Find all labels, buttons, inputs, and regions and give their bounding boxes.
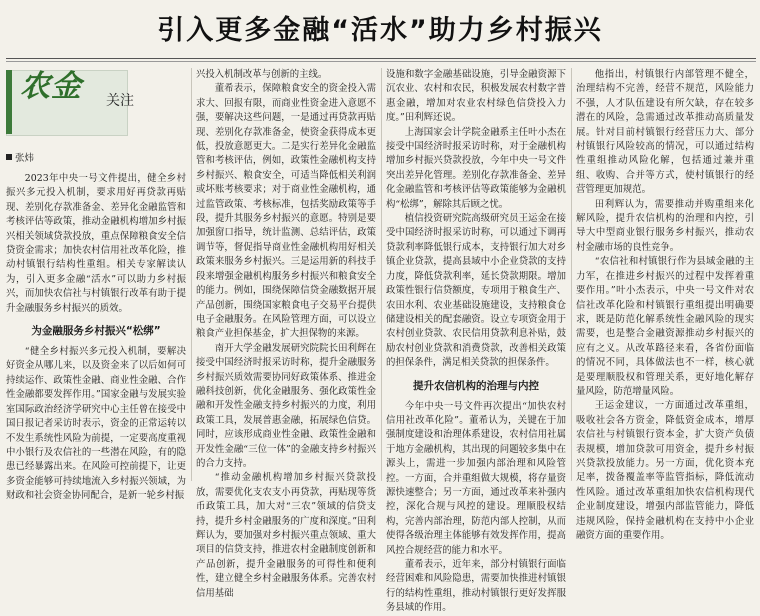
- paragraph: “推动金融机构增加乡村振兴贷款投放，需要优化支农支小再贷款，再贴现等货币政策工具，加大对“三农”领域的信贷支持，提升乡村金融服务的广度和深度。”田利辉认为，要加强对乡村振兴重点领域、重大项目的信贷支持，推进农村金融制度创新和产品创新，提升金融服务的可得性和便利性，建立健全乡村金融服务体系。完善农村信用基础: [196, 472, 376, 599]
- paragraph: 王运金建议，一方面通过改革重组，吸收社会各方资金，降低资金成本，增厚农信社与村镇银行资本金，扩大资产负债表规模，增加贷款可用资金，提升乡村振兴贷款投放能力。另一方面，优化资本充足率，拨备覆盖率等监管指标，降低流动性风险。通过改革重组加快农信机构现代企业制度建设，增强内部监管能力，降低违规风险，保持金融机构在支持中小企业融资方面的重要作用。: [576, 400, 754, 541]
- paragraph: 2023年中央一号文件提出，健全乡村振兴多元投入机制，要求用好再贷款再贴现、差别化存款准备金、差异化金融监管和考核评估等政策，推动金融机构增加乡村振兴相关领域贷款投放，重点保障粮食安全信贷资金需求；加快农村信用社改革化险，推动村镇银行结构性重组。相关专家解读认为，引入更多金融“活水”可以助力乡村振兴，而加快农信社与村镇银行改革有助于提升金融服务乡村振兴的质效。: [6, 173, 186, 314]
- paragraph: “健全乡村振兴多元投入机制，要解决好资金从哪儿来，以及资金来了以后如何可持续运作、政策性金融、商业性金融、合作性金融都要发挥作用。”国家金融与发展实验室国际政治经济学研究中心主任曾在接受中国日报记者采访时表示，资金的正常运转以不发生系统性风险为前提，一定要高度重视中小银行及农信社的一些潜在风险，有的隐患已经暴露出来。在风险可控前提下，让更多资金能够可持续地流入乡村振兴领域，为财政和社会资金协同配合，是新一轮乡村振: [6, 346, 186, 502]
- byline: [6, 152, 186, 166]
- column-divider: [191, 68, 192, 481]
- subheading: 为金融服务乡村振兴“松绑”: [31, 325, 161, 338]
- byline-author: 张炜: [15, 153, 35, 164]
- section-badge-main: 农金: [20, 69, 82, 104]
- paragraph: 植信投资研究院高级研究员王运金在接受中国经济时报采访时称，可以通过下调再贷款利率降低银行成本，支持银行加大对乡镇企业贷款，提高县域中小企业贷款的支持力度，降低贷款利率，延长贷款期限。增加政策性银行信贷额度，专项用于粮食生产、农田水利、农业基础设施建设，支持粮食仓储建设相关的配套融资。设立专项资金用于农村创业贷款、农民信用贷款利息补贴，鼓励农村创业贷款和消费贷款，改善相关政策的担保条件，满足相关贷款的担保条件。: [386, 213, 566, 369]
- paragraph: 董希表示，保障粮食安全的资金投入需求大、回报有限，而商业性资金进入意愿不强，要解决这些问题，一是通过再贷款再贴现、差别化存款准备金，使资金获得成本更低，投放意愿更大。二是实行差异化金融监管和考核评估，例如，政策性金融机构支持乡村振兴、粮食安全，可适当降低相关利润或坏账考核要求；对于商业性金融机构，通过监管政策、考核标准，包括奖励政策等手段，提升其服务乡村振兴的意愿。特别是要加强窗口指导，统计监测、总结评估，政策调节等，督促指导商业性金融机构用好相关政策来服务乡村振兴。三是运用新的科技手段来增强金融机构服务乡村振兴和粮食安全的能力。例如，围绕保障信贷金融数据开展产品创新，围绕国家粮食电子交易平台提供电子金融服务。在风险管理方面，可以设立粮食产业担保基金，扩大担保物的来源。: [196, 83, 376, 340]
- section-badge-suffix: 关注: [106, 93, 134, 109]
- article-column-1: [6, 68, 186, 502]
- paragraph: 董希表示，近年来，部分村镇银行面临经营困难和风险隐患，需要加快推进村镇银行的结构性重组，推动村镇银行更好发挥服务县域的作用。: [386, 559, 566, 614]
- headline-rule-thin: [6, 61, 756, 62]
- paragraph: 今年中央一号文件再次提出“加快农村信用社改革化险”。董希认为，关键在于加强制度建设和治理体系建设，农村信用社属于地方金融机构，其出现的问题较多集中在源头上，需进一步加强内部治理和风险管控。一方面，合并重组做大规模，将存量资源快速整合；另一方面，通过改革来补强内控，深化合规与风控的建设。理顺股权结构，完善内部治理，防范内部人控制，从而使得各级治理主体能够有效发挥作用，提高风控合规经营的能力和水平。: [386, 400, 566, 556]
- paragraph: 设施和数字金融基础设施，引导金融资源下沉农业、农村和农民，积极发展农村数字普惠金融，增加对农业农村绿色信贷投入力度。”田利辉还说。: [386, 69, 566, 124]
- paragraph: 南开大学金融发展研究院院长田利辉在接受中国经济时报采访时称，提升金融服务乡村振兴质效需要协同好政策体系、推进金融科技创新，优化金融服务、强化政策性金融和开发性金融支持乡村振兴的力度，利用政策工具，发展普惠金融，拓展绿色信贷。同时，应该形成商业性金融、政策性金融和开发性金融“三位一体”的金融支持乡村振兴的合力支持。: [196, 342, 376, 469]
- column-divider: [571, 68, 572, 481]
- byline-square-icon: [6, 154, 12, 160]
- paragraph: 兴投入机制改革与创新的主线。: [196, 69, 328, 80]
- headline-rule: [6, 58, 756, 59]
- article-column-4: [576, 68, 754, 541]
- section-badge: [6, 68, 186, 146]
- article-column-2: [196, 68, 376, 599]
- paragraph: 田利辉认为，需要推动并购重组来化解风险，提升农信机构的治理和内控，引导大中型商业银行服务乡村振兴，推动农村金融市场的良性竞争。: [576, 198, 754, 253]
- paragraph: 上海国家会计学院金融系主任叶小杰在接受中国经济时报采访时称，对于金融机构增加乡村振兴贷款投放，今年中央一号文件突出差异化管理。差别化存款准备金、差异化金融监管和考核评估等政策能够为金融机构“松绑”，解除其后顾之忧。: [386, 126, 566, 210]
- subheading: 提升农信机构的治理与内控: [413, 379, 539, 392]
- article-headline: 引入更多金融“活水”助力乡村振兴: [157, 15, 603, 46]
- column-divider: [381, 68, 382, 481]
- article-column-3: [386, 68, 566, 614]
- paragraph: “农信社和村镇银行作为县域金融的主力军，在推进乡村振兴的过程中发挥着重要作用。”叶小杰表示，中央一号文件对农信社改革化险和村镇银行重组提出明确要求，既是防范化解系统性金融风险的现实需要，也是整合金融资源推动乡村振兴的应有之义。从改革路径来看，各省份面临的情况不同，具体做法也不一样，核心就是要理顺股权和管理关系，更好地化解存量风险，防范增量风险。: [576, 256, 754, 397]
- paragraph: 他指出，村镇银行内部管理不健全，治理结构不完善，经营不规范，风险能力不强，人才队伍建设有所欠缺，存在较多潜在的风险，急需通过改革推动高质量发展。针对目前村镇银行经营压力大、部分村镇银行风险较高的情况，可以通过结构性重组推动风险化解，包括通过兼并重组、收购、合并等方式，使村镇银行的经营管理更加规范。: [576, 69, 754, 196]
